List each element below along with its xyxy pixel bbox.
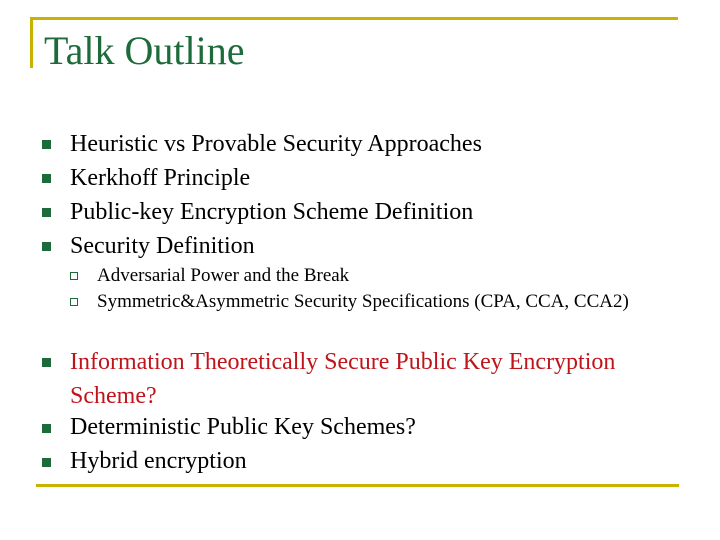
outline-subitem-adversarial-power: Adversarial Power and the Break	[97, 265, 350, 286]
hollow-square-bullet-icon	[70, 272, 78, 280]
outline-subitem-security-specs: Symmetric&Asymmetric Security Specifications (CPA, CCA, CCA2)	[97, 291, 629, 312]
outline-item-security-definition: Security Definition	[70, 233, 255, 259]
outline-item-heuristic: Heuristic vs Provable Security Approaches	[70, 131, 482, 157]
outline-item-kerkhoff: Kerkhoff Principle	[70, 165, 251, 191]
hollow-square-bullet-icon	[70, 298, 78, 306]
slide-frame-left	[30, 17, 33, 68]
square-bullet-icon	[42, 174, 51, 183]
square-bullet-icon	[42, 358, 51, 367]
square-bullet-icon	[42, 140, 51, 149]
square-bullet-icon	[42, 208, 51, 217]
outline-item-it-secure-pke: Information Theoretically Secure Public Key Encryption Scheme?	[70, 349, 616, 409]
outline-item-pke-definition: Public-key Encryption Scheme Definition	[70, 199, 474, 225]
square-bullet-icon	[42, 424, 51, 433]
slide-title: Talk Outline	[44, 28, 245, 73]
outline-item-deterministic-pk: Deterministic Public Key Schemes?	[70, 414, 416, 440]
square-bullet-icon	[42, 242, 51, 251]
square-bullet-icon	[42, 458, 51, 467]
slide-frame-top	[30, 17, 678, 20]
slide-frame-bottom	[36, 484, 679, 487]
outline-item-hybrid-encryption: Hybrid encryption	[70, 448, 247, 474]
